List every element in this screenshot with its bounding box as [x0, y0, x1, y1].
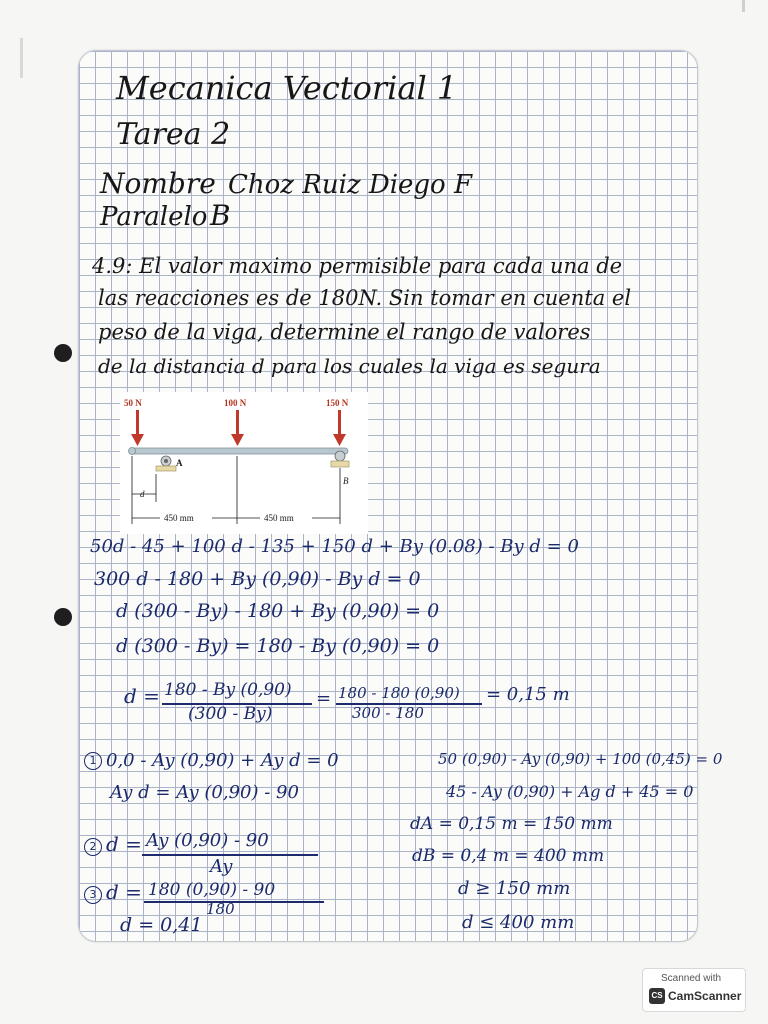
- force-left-arrow: [131, 410, 144, 446]
- step-2-numerator: Ay (0,90) - 90: [146, 830, 269, 851]
- support-a-label: A: [176, 458, 183, 468]
- equation-5-denominator: (300 - By): [188, 704, 273, 724]
- equation-5-denominator-2: 300 - 180: [352, 704, 424, 722]
- equation-5-lhs: d =: [124, 684, 160, 708]
- step-1-line-a: 0,0 - Ay (0,90) + Ay d = 0: [106, 750, 339, 771]
- problem-line-1: 4.9: El valor maximo permisible para cada una de: [92, 254, 623, 278]
- left-margin-mark: [20, 38, 23, 78]
- step-2-lhs: d =: [106, 832, 142, 856]
- force-left-label: 50 N: [124, 398, 142, 408]
- force-mid-arrow: [231, 410, 244, 446]
- right-result-da: dA = 0,15 m = 150 mm: [410, 814, 613, 834]
- right-result-db: dB = 0,4 m = 400 mm: [412, 846, 605, 866]
- camscanner-watermark: [642, 968, 746, 1012]
- step-2-denominator: Ay: [210, 856, 233, 877]
- equation-5-numerator-2: 180 - 180 (0,90): [338, 684, 460, 702]
- equation-1: 50d - 45 + 100 d - 135 + 150 d + By (0.08) - By d = 0: [90, 536, 579, 557]
- equation-4: d (300 - By) = 180 - By (0,90) = 0: [116, 635, 440, 657]
- force-right-label: 150 N: [326, 398, 349, 408]
- beam-diagram: [120, 392, 368, 534]
- step-1-line-b: Ay d = Ay (0,90) - 90: [110, 782, 299, 803]
- right-equation-2: 45 - Ay (0,90) + Ag d + 45 = 0: [446, 782, 694, 801]
- problem-line-4: de la distancia d para los cuales la viga es segura: [98, 354, 601, 378]
- problem-line-3: peso de la viga, determine el rango de valores: [98, 320, 591, 344]
- step-3-denominator: 180: [206, 900, 235, 918]
- equation-5-numerator: 180 - By (0,90): [164, 680, 292, 700]
- step-2-marker: 2: [84, 838, 102, 856]
- course-title: Mecanica Vectorial 1: [116, 69, 458, 107]
- beam-left-end: [129, 448, 136, 455]
- section-value: B: [210, 199, 231, 232]
- top-right-margin-mark: [742, 0, 745, 12]
- beam: [130, 448, 348, 454]
- dim-left-label: 450 mm: [164, 513, 194, 523]
- binder-hole-bottom: [54, 608, 72, 626]
- step-1-marker: 1: [84, 752, 102, 770]
- step-3-result: d = 0,41: [120, 914, 203, 936]
- dim-right-label: 450 mm: [264, 513, 294, 523]
- watermark-brand: CamScanner: [668, 989, 742, 1003]
- step-3-lhs: d =: [106, 880, 142, 904]
- support-a: [156, 456, 176, 471]
- equation-2: 300 d - 180 + By (0,90) - By d = 0: [94, 568, 421, 590]
- problem-line-2: las reacciones es de 180N. Sin tomar en cuenta el: [98, 286, 632, 310]
- dim-d-label: d: [140, 489, 145, 499]
- step-3-marker: 3: [84, 886, 102, 904]
- binder-hole-top: [54, 344, 72, 362]
- equation-5-equals: =: [316, 688, 332, 709]
- equation-5-result: = 0,15 m: [486, 684, 570, 705]
- range-upper-bound: d ≤ 400 mm: [462, 912, 575, 933]
- watermark-caption: Scanned with: [661, 973, 722, 984]
- name-label: Nombre: [100, 167, 216, 200]
- step-3-numerator: 180 (0,90) - 90: [148, 880, 276, 900]
- section-label: Paralelo: [100, 202, 208, 232]
- camscanner-logo-icon: CS: [649, 988, 665, 1004]
- force-mid-label: 100 N: [224, 398, 247, 408]
- force-right-arrow: [333, 410, 346, 446]
- equation-3: d (300 - By) - 180 + By (0,90) = 0: [116, 600, 440, 622]
- assignment-title: Tarea 2: [116, 117, 231, 152]
- name-value: Choz Ruiz Diego F: [228, 170, 473, 200]
- range-lower-bound: d ≥ 150 mm: [458, 878, 571, 899]
- right-equation-1: 50 (0,90) - Ay (0,90) + 100 (0,45) = 0: [438, 750, 723, 768]
- support-b-label: B: [343, 476, 349, 486]
